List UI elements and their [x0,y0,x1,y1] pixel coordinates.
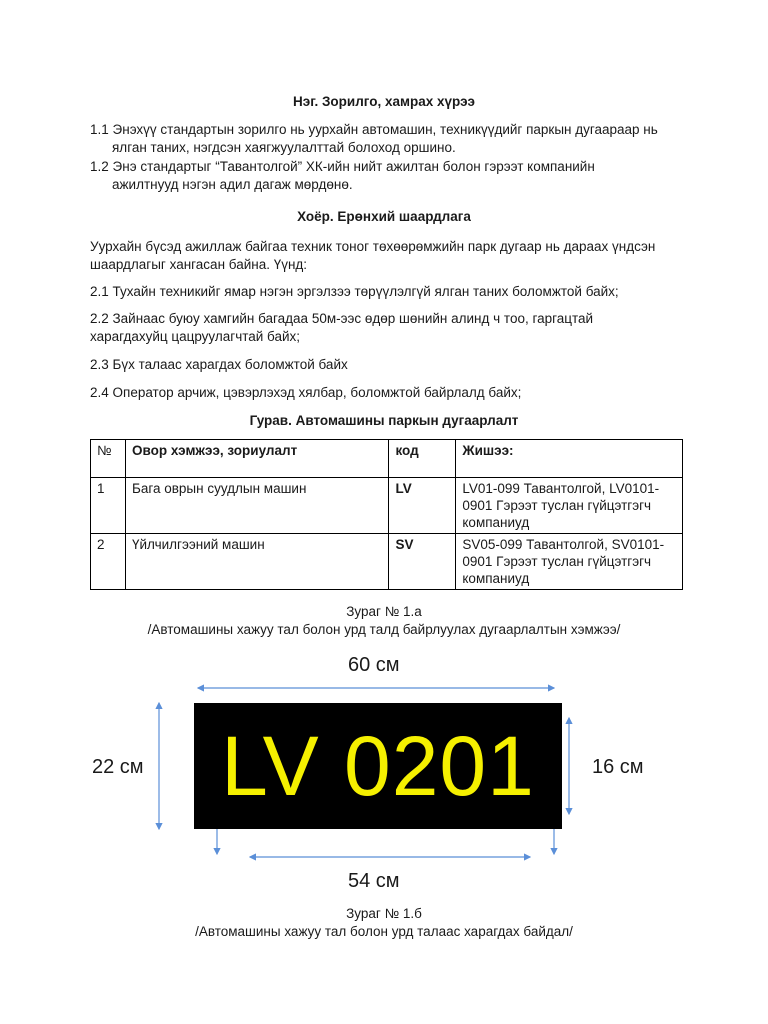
table-row [91,534,683,590]
plate-dimension-figure [88,646,652,896]
section-two-intro: Уурхайн бүсэд ажиллаж байгаа техник тоног төхөөрөмжийн парк дугаар нь дараах үндсэн шаардлагыг хангасан байна. Үүнд: [90,239,656,272]
section-three-heading: Гурав. Автомашины паркын дугаарлалт [249,413,519,428]
table-cell: SV [389,534,456,590]
table-header: Жишээ: [456,440,683,478]
table-row [91,478,683,534]
figure-1a-caption-number: Зураг № 1.а [346,604,422,619]
table-header: № [91,440,126,478]
table-cell: LV [389,478,456,534]
item-number: 1.1 [90,122,113,137]
list-item-2-1: 2.1 Тухайн техникийг ямар нэгэн эргэлзээ төрүүлэлгүй ялган таних боломжтой байх; [90,284,619,299]
width-outer-label: 60 см [348,654,400,676]
table-header-row [91,440,683,478]
table-cell: SV05-099 Тавантолгой, SV0101-0901 Гэрээт туслан гүйцэтгэгч компаниуд [456,534,683,590]
table-cell: 2 [91,534,126,590]
item-continuation: ялган таних, нэгдсэн хаягжуулалттай болоход оршино. [112,140,456,155]
list-item-1-1 [90,121,690,157]
table-header: код [389,440,456,478]
list-item-2-4: 2.4 Оператор арчиж, цэвэрлэхэд хялбар, боломжтой байрлалд байх; [90,385,522,400]
table-cell: Үйлчилгээний машин [125,534,389,590]
table-header: Овор хэмжээ, зориулалт [125,440,389,478]
height-outer-label: 22 см [92,756,144,778]
figure-1b-caption-number: Зураг № 1.б [346,906,422,921]
plate-number: LV 0201 [221,718,535,813]
section-one-heading: Нэг. Зорилго, хамрах хүрээ [292,94,475,109]
item-text: Энэ стандартыг “Тавантолгой” ХК-ийн нийт ажилтан болон гэрээт компанийн [112,159,595,174]
width-inner-label: 54 см [348,870,400,892]
table-cell: Бага оврын суудлын машин [125,478,389,534]
height-inner-label: 16 см [592,756,644,778]
section-two-heading: Хоёр. Ерөнхий шаардлага [297,209,471,224]
table-cell: LV01-099 Тавантолгой, LV0101-0901 Гэрээт туслан гүйцэтгэгч компаниуд [456,478,683,534]
table-cell: 1 [91,478,126,534]
list-item-2-3: 2.3 Бүх талаас харагдах боломжтой байх [90,357,348,372]
figure-1a-caption-text: /Автомашины хажуу тал болон урд талд байрлуулах дугаарлалтын хэмжээ/ [147,622,621,637]
figure-1b-caption-text: /Автомашины хажуу тал болон урд талаас харагдах байдал/ [195,924,573,939]
list-item-1-2 [90,158,690,194]
parking-code-table [90,439,683,590]
item-number: 1.2 [90,159,113,174]
list-item-2-2: 2.2 Зайнаас буюу хамгийн багадаа 50м-ээс өдөр шөнийн алинд ч тоо, гаргацтай харагдахуйц цацруулагчтай байх; [90,311,594,344]
item-continuation: ажилтнууд нэгэн адил дагаж мөрдөнө. [112,177,353,192]
license-plate-sample [194,703,562,829]
item-text: Энэхүү стандартын зорилго нь уурхайн автомашин, техникүүдийг паркын дугаараар нь [112,122,658,137]
